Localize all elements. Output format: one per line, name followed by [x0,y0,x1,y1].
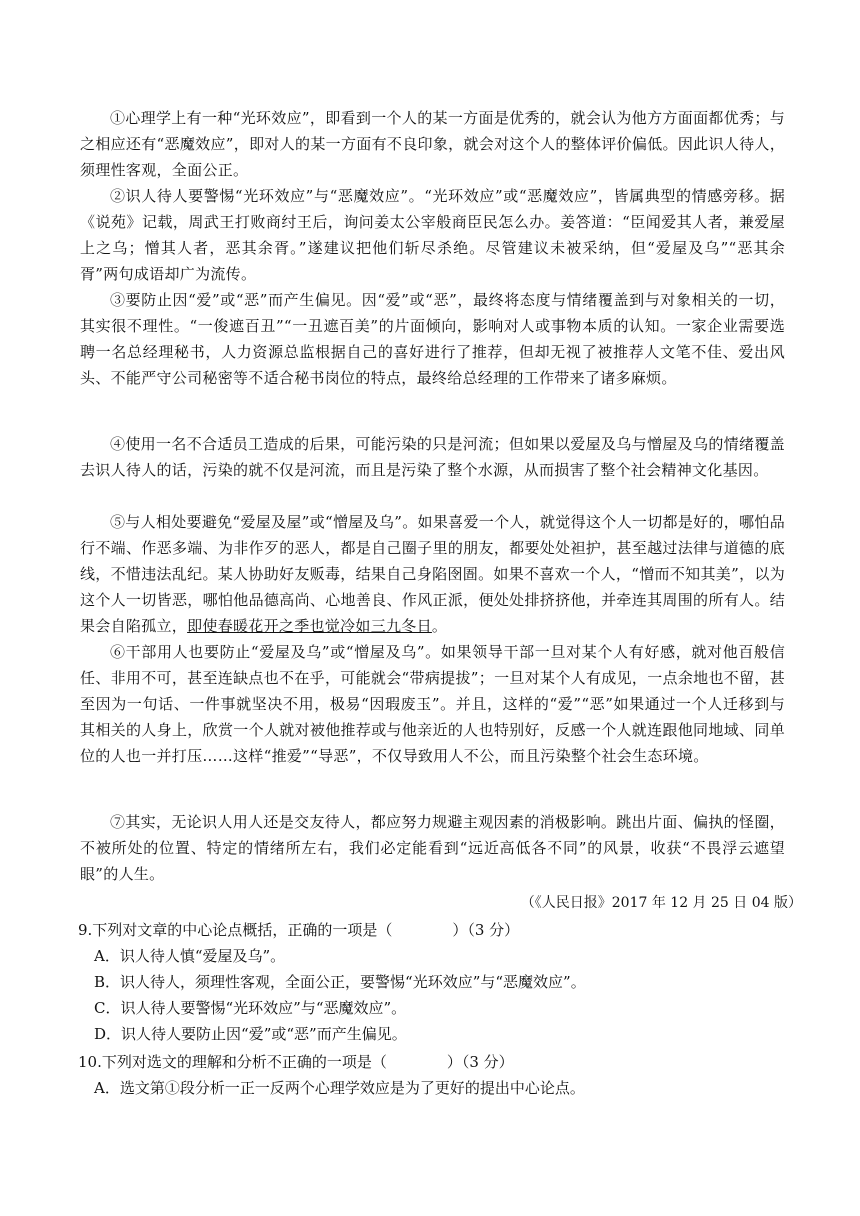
source-citation: （《人民日报》2017 年 12 月 25 日 04 版） [520,895,802,911]
question-9-option-c: C．识人待人要警惕“光环效应”与“恶魔效应”。 [94,999,407,1017]
underlined-sentence: 即使春暖花开之季也觉冷如三九冬日 [187,617,432,635]
question-9-option-b: B．识人待人，须理性客观，全面公正，要警惕“光环效应”与“恶魔效应”。 [94,973,586,991]
paragraph-3: ③要防止因“爱”或“恶”而产生偏见。因“爱”或“恶”，最终将态度与情绪覆盖到与对象相关的一切，其实很不理性。“一俊遮百丑”“一丑遮百美”的片面倾向，影响对人或事物本质的认知。一家企业需要选聘一名总经理秘书，人力资源总监根据自己的喜好进行了推荐，但却无视了被推荐人文笔不佳、爱出风头、不能严守公司秘密等不适合秘书岗位的特点，最终给总经理的工作带来了诸多麻烦。 [80,291,785,387]
question-9-option-a: A．识人待人慎“爱屋及乌”。 [94,947,286,965]
question-10-stem: 10.下列对选文的理解和分析不正确的一项是（ ）（3 分） [78,1053,514,1071]
question-9-stem: 9.下列对文章的中心论点概括，正确的一项是（ ）（3 分） [78,921,520,939]
paragraph-1: ①心理学上有一种“光环效应”，即看到一个人的某一方面是优秀的，就会认为他方方面面都优秀；与之相应还有“恶魔效应”，即对人的某一方面有不良印象，就会对这个人的整体评价偏低。因此识人待人，须理性客观，全面公正。 [80,109,785,179]
paragraph-5 [80,509,785,639]
paragraph-5-text: ⑤与人相处要避免“爱屋及屋”或“憎屋及乌”。如果喜爱一个人，就觉得这个人一切都是好的，哪怕品行不端、作恶多端、为非作歹的恶人，都是自己圈子里的朋友，都要处处袒护，甚至越过法律与道德的底线，不惜违法乱纪。某人协助好友贩毒，结果自己身陷囹圄。如果不喜欢一个人，“憎而不知其美”，以为这个人一切皆恶，哪怕他品德高尚、心地善良、作风正派，便处处排挤挤他，并牵连其周围的所有人。结果会自陷孤立， [80,513,785,635]
question-9-option-d: D．识人待人要防止因“爱”或“恶”而产生偏见。 [94,1025,407,1043]
paragraph-5-end: 。 [431,617,448,635]
paragraph-2: ②识人待人要警惕“光环效应”与“恶魔效应”。“光环效应”或“恶魔效应”，皆属典型的情感旁移。据《说苑》记载，周武王打败商纣王后，询问姜太公宰般商臣民怎么办。姜答道：“臣闻爱其人者，兼爱屋上之乌；憎其人者，恶其余胥。”遂建议把他们斩尽杀绝。尽管建议未被采纳，但“爱屋及乌”“恶其余胥”两句成语却广为流传。 [80,187,785,283]
paragraph-6: ⑥干部用人也要防止“爱屋及乌”或“憎屋及乌”。如果领导干部一旦对某个人有好感，就对他百般信任、非用不可，甚至连缺点也不在乎，可能就会“带病提拔”；一旦对某个人有成见，一点余地也不留，甚至因为一句话、一件事就坚决不用，极易“因瑕废玉”。并且，这样的“爱”“恶”如果通过一个人迁移到与其相关的人身上，欣赏一个人就对被他推荐或与他亲近的人也特别好，反感一个人就连跟他同地域、同单位的人也一并打压……这样“推爱”“导恶”，不仅导致用人不公，而且污染整个社会生态环境。 [80,643,785,765]
question-10-option-a: A．选文第①段分析一正一反两个心理学效应是为了更好的提出中心论点。 [94,1079,585,1097]
paragraph-7: ⑦其实，无论识人用人还是交友待人，都应努力规避主观因素的消极影响。跳出片面、偏执的怪圈，不被所处的位置、特定的情绪所左右，我们必定能看到“远近高低各不同”的风景，收获“不畏浮云遮望眼”的人生。 [80,813,785,883]
paragraph-4: ④使用一名不合适员工造成的后果，可能污染的只是河流；但如果以爱屋及乌与憎屋及乌的情绪覆盖去识人待人的话，污染的就不仅是河流，而且是污染了整个水源，从而损害了整个社会精神文化基因。 [80,435,785,479]
